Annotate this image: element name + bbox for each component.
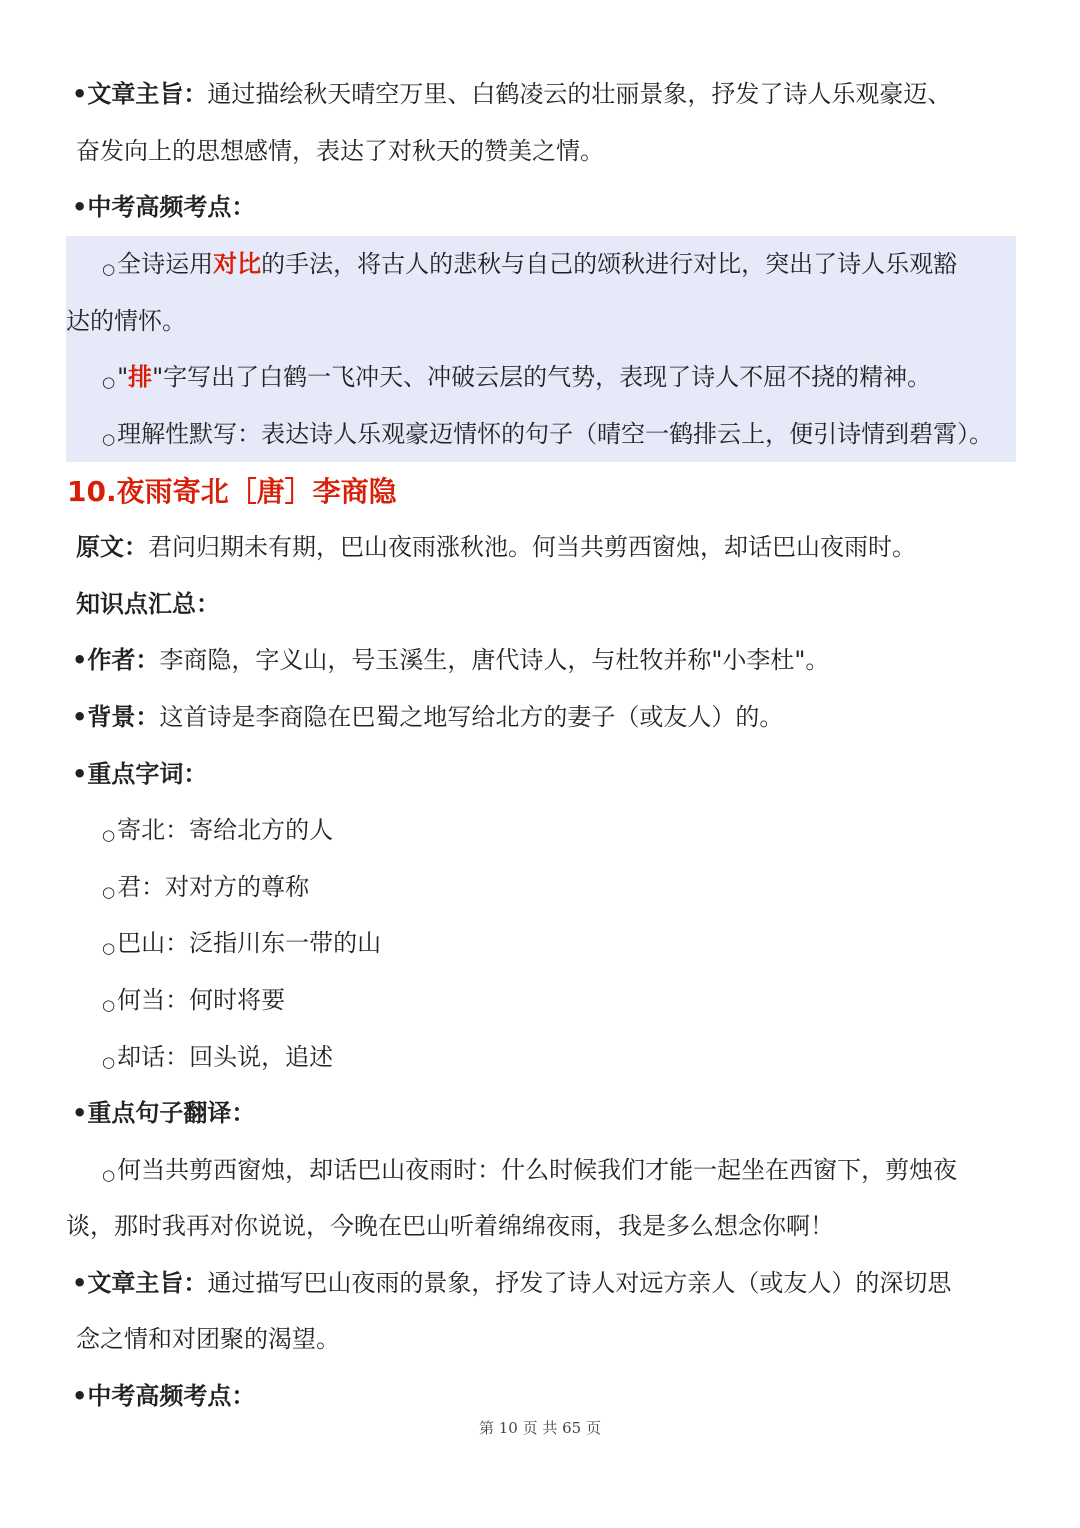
section-title: 10.夜雨寄北［唐］李商隐	[67, 475, 397, 508]
circle-bullet-icon: ○	[102, 373, 116, 391]
page-number: 第 10 页 共 65 页	[478, 1419, 601, 1437]
theme-line-cont: 念之情和对团聚的渴望。	[76, 1325, 340, 1353]
summary-label: 知识点汇总：	[76, 590, 220, 618]
background-label: 背景	[87, 703, 136, 731]
background-line: •背景：这首诗是李商隐在巴蜀之地写给北方的妻子（或友人）的。	[72, 703, 784, 731]
exam-point-3: ○理解性默写：表达诗人乐观豪迈情怀的句子（晴空一鹤排云上，便引诗情到碧霄）。	[102, 418, 993, 455]
exam-label: 中考高频考点	[87, 1382, 232, 1410]
exam-point-1-cont: 达的情怀。	[66, 307, 186, 335]
exam-heading: •中考高频考点：	[72, 1382, 256, 1410]
circle-bullet-icon: ○	[102, 996, 116, 1014]
exam-label: 中考高频考点	[87, 193, 232, 221]
keyword-item: ○巴山：泛指川东一带的山	[102, 927, 381, 964]
original-text: 君问归期未有期，巴山夜雨涨秋池。何当共剪西窗烛，却话巴山夜雨时。	[148, 533, 916, 561]
theme-line: •文章主旨：通过描写巴山夜雨的景象，抒发了诗人对远方亲人（或友人）的深切思	[72, 1269, 952, 1297]
theme-line-cont: 奋发向上的思想感情，表达了对秋天的赞美之情。	[76, 137, 604, 165]
keyword-highlight: 排	[128, 363, 153, 391]
background-text: 这首诗是李商隐在巴蜀之地写给北方的妻子（或友人）的。	[159, 703, 784, 731]
circle-bullet-icon: ○	[102, 260, 116, 278]
exam-heading: •中考高频考点：	[72, 193, 256, 221]
keyword-item: ○何当：何时将要	[102, 984, 285, 1021]
author-line: •作者：李商隐，字义山，号玉溪生，唐代诗人，与杜牧并称"小李杜"。	[72, 646, 830, 674]
circle-bullet-icon: ○	[102, 1053, 116, 1071]
keyword-item: ○君：对对方的尊称	[102, 871, 309, 908]
translation-label: 重点句子翻译	[87, 1099, 232, 1127]
exam-point-2: ○"排"字写出了白鹤一飞冲天、冲破云层的气势，表现了诗人不屈不挠的精神。	[102, 361, 931, 398]
keywords-heading: •重点字词：	[72, 760, 208, 788]
keyword-item: ○却话：回头说，追述	[102, 1041, 333, 1078]
circle-bullet-icon: ○	[102, 883, 116, 901]
original-text-line	[76, 531, 916, 563]
circle-bullet-icon: ○	[102, 430, 116, 448]
theme-line: •文章主旨：通过描绘秋天晴空万里、白鹤凌云的壮丽景象，抒发了诗人乐观豪迈、	[72, 80, 952, 108]
circle-bullet-icon: ○	[102, 939, 116, 957]
theme-label: 文章主旨	[87, 80, 184, 108]
theme-text: 通过描写巴山夜雨的景象，抒发了诗人对远方亲人（或友人）的深切思	[207, 1269, 952, 1297]
theme-label: 文章主旨	[87, 1269, 184, 1297]
exam-point-1: ○全诗运用对比的手法，将古人的悲秋与自己的颂秋进行对比，突出了诗人乐观豁	[102, 248, 957, 285]
keyword-highlight: 对比	[213, 250, 262, 278]
original-label: 原文：	[76, 533, 148, 561]
translation-heading: •重点句子翻译：	[72, 1099, 256, 1127]
translation-line: ○何当共剪西窗烛，却话巴山夜雨时：什么时候我们才能一起坐在西窗下，剪烛夜	[102, 1154, 957, 1191]
bullet: •	[72, 80, 88, 108]
author-label: 作者	[87, 646, 136, 674]
theme-text: 通过描绘秋天晴空万里、白鹤凌云的壮丽景象，抒发了诗人乐观豪迈、	[207, 80, 952, 108]
keywords-label: 重点字词	[87, 760, 184, 788]
translation-line-cont: 谈，那时我再对你说说，今晚在巴山听着绵绵夜雨，我是多么想念你啊！	[66, 1212, 834, 1240]
author-text: 李商隐，字义山，号玉溪生，唐代诗人，与杜牧并称"小李杜"。	[159, 646, 830, 674]
keyword-item: ○寄北：寄给北方的人	[102, 814, 333, 851]
circle-bullet-icon: ○	[102, 1166, 116, 1184]
circle-bullet-icon: ○	[102, 826, 116, 844]
